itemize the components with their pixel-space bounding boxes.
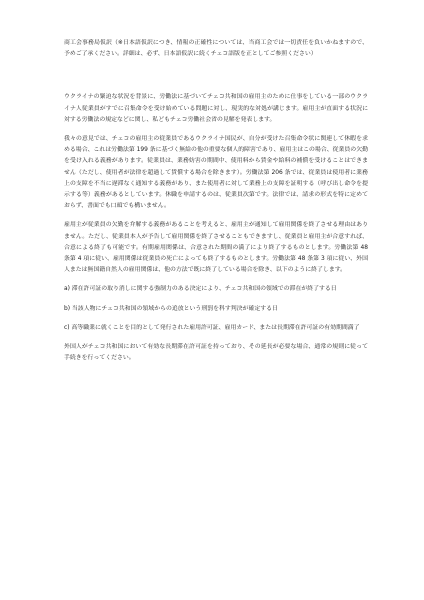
closing-paragraph: 外国人がチェコ共和国において有効な長期滞在許可証を持っており、その延長が必要な場合、通常の規則に従って手続きを行ってください。 — [64, 344, 368, 362]
list-item-c: c) 高等職業に就くことを目的として発行された雇用許可証、雇用カード、または長期滞在許可証の有効期間満了 — [64, 324, 360, 331]
translation-disclaimer: 商工会事務局仮訳（※日本語仮訳につき、情報の正確性については、当商工会では一切責任を負いかねますので、予めご了承ください。詳細は、必ず、日本語仮訳に続くチェコ語版を正としてご参照ください） — [64, 40, 368, 58]
list-item-a: a) 滞在許可証の取り消しに関する強制力のある決定により、チェコ共和国の領域での滞在が終了する日 — [64, 286, 337, 293]
list-item-b: b) 当該人物にチェコ共和国の領域からの追放という刑罰を科す判決が確定する日 — [64, 305, 278, 312]
employment-termination-paragraph: 雇用主が従業員の欠勤を弁解する義務があることを考えると、雇用主が通知して雇用関係を終了させる理由はありません。ただし、従業員本人が予告して雇用関係を終了させることもできますし、従業員と雇用主が合意すれば、合意による終了も可能です。有期雇用関係は、合意された期間の満了により終了するものとします。労働法第 48 条第 4 項に従い、雇用関係は従業員の死亡によっても終了するものとします。労働法第 48 条第 3 項に従い、外国人または無国籍自然人の雇用関係は、他の方法で既に終了している場合を除き、以下のように終了します。 — [64, 222, 368, 274]
intro-paragraph: ウクライナの緊迫な状況を背景に、労働法に基づいてチェコ共和国の雇用主のために仕事をしている一部のウクライナ人従業員がすでに召集命令を受け始めている問題に対し、現実的な対処が講じます。雇用主が直面する状況に対する労働法の規定などに関し、私どもチェコ労働社会省の見解を発表します。 — [64, 94, 368, 123]
leave-of-absence-paragraph: 我々の意見では、チェコの雇用主の従業員であるウクライナ国民が、自分が受けた召集命令状に関連して休暇を求める場合、これは労働法第 199 条に基づく無給の他の重要な個人的障害であり、雇用主はこの場合、従業員の欠勤を受け入れる義務があります。従業員は、業務妨害の期間中、使用料から賃金や給料の補償を受けることはできません（ただし、使用者が法律を超過して賃償する場合を除きます）。労働法第 206 条では、従業員は使用者に業務上の支障を不当に遅滞なく通知する義務があり、また使用者に対して業務上の支障を証明する（呼び出し命令を提示する等）義務があるとしています。休職を申請するのは、従業員次第です。法律では、請求の形式を特に定めておらず、書面でも口頭でも構いません。 — [64, 136, 368, 210]
